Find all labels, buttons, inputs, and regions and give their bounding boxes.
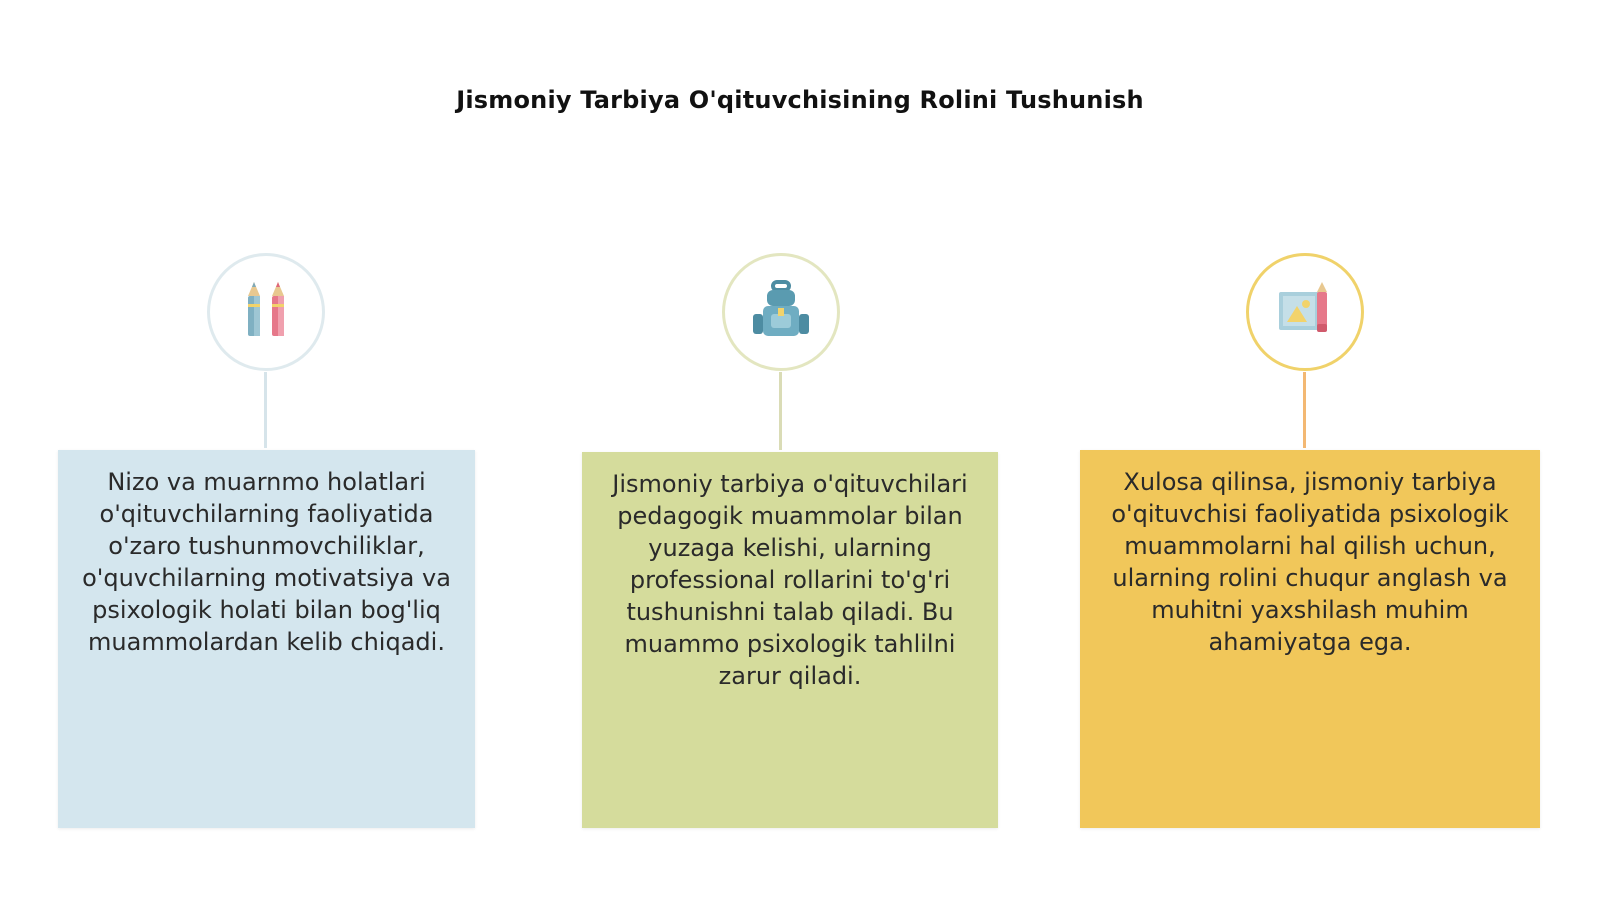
page-title: Jismoniy Tarbiya O'qituvchisining Rolini Tushunish xyxy=(456,86,1144,114)
step-1-connector xyxy=(264,372,267,448)
step-3-connector xyxy=(1303,372,1306,448)
step-1-icon-circle xyxy=(207,253,325,371)
pencils-icon xyxy=(238,278,294,347)
painting-icon xyxy=(1273,278,1337,347)
step-3-icon-circle xyxy=(1246,253,1364,371)
step-3-card xyxy=(1080,450,1540,828)
step-2-text: Jismoniy tarbiya o'qituvchilari pedagogik muammolar bilan yuzaga kelishi, ularning professional rollarini to'g'ri tushunishni talab qiladi. Bu muammo psixologik tahlilni zarur qiladi. xyxy=(612,470,968,690)
step-1-text: Nizo va muarnmo holatlari o'qituvchilarning faoliyatida o'zaro tushunmovchiliklar, o'quvchilarning motivatsiya va psixologik holati bilan bog'liq muammolardan kelib chiqadi. xyxy=(82,468,451,656)
step-2-icon-circle xyxy=(722,253,840,371)
step-2-connector xyxy=(779,372,782,450)
step-2-card xyxy=(582,452,998,828)
backpack-icon xyxy=(749,278,813,347)
step-3-text: Xulosa qilinsa, jismoniy tarbiya o'qituvchisi faoliyatida psixologik muammolarni hal qilish uchun, ularning rolini chuqur anglash va muhitni yaxshilash muhim ahamiyatga ega. xyxy=(1111,468,1509,656)
step-1-card xyxy=(58,450,475,828)
